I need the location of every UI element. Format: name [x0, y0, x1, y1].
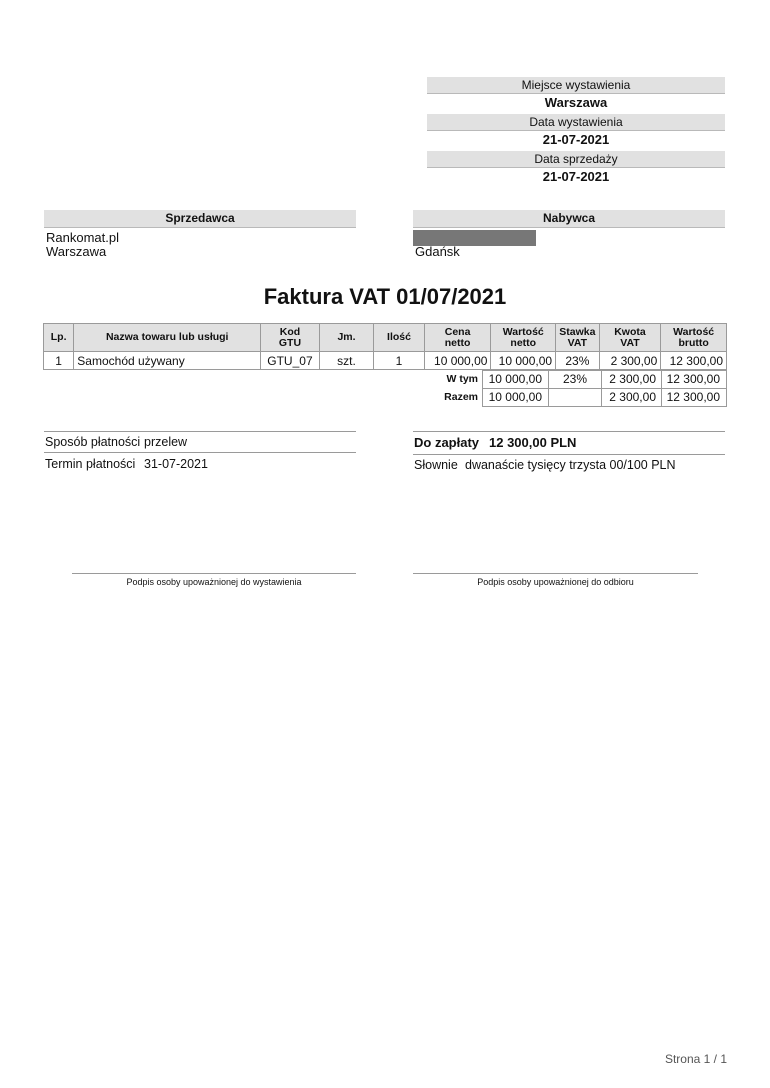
cell-net-price: 10 000,00: [424, 352, 491, 370]
due-words-value: dwanaście tysięcy trzysta 00/100 PLN: [465, 458, 676, 472]
due-value: 12 300,00 PLN: [489, 435, 577, 450]
items-table: [43, 323, 727, 370]
page-number: Strona 1 / 1: [664, 1052, 727, 1066]
razem-brutto: 12 300,00: [661, 388, 727, 407]
cell-lp: 1: [44, 352, 74, 370]
divider: [413, 431, 725, 432]
col-net-price: Cena netto: [424, 324, 491, 352]
payment-term-label: Termin płatności: [45, 457, 136, 471]
cell-gross-value: 12 300,00: [661, 352, 727, 370]
signature-line: [413, 573, 698, 574]
payment-method-label: Sposób płatności: [45, 435, 141, 449]
razem-stawka: [548, 388, 602, 407]
col-vat-amount: Kwota VAT: [599, 324, 661, 352]
col-gross-value: Wartość brutto: [661, 324, 727, 352]
cell-vat-amount: 2 300,00: [599, 352, 661, 370]
buyer-city: Gdańsk: [415, 244, 460, 259]
col-name: Nazwa towaru lub usługi: [74, 324, 261, 352]
w-tym-stawka: 23%: [548, 370, 602, 389]
razem-netto: 10 000,00: [482, 388, 549, 407]
receiver-signature-caption: Podpis osoby upoważnionej do odbioru: [477, 577, 634, 587]
seller-name: Rankomat.pl: [46, 230, 119, 245]
issue-date-label: Data wystawienia: [427, 114, 725, 131]
sale-date-value: 21-07-2021: [542, 169, 610, 184]
signature-line: [72, 573, 356, 574]
divider: [44, 431, 356, 432]
seller-city: Warszawa: [46, 244, 107, 259]
seller-label: Sprzedawca: [44, 210, 356, 228]
items-header-row: [44, 324, 727, 352]
razem-kwota: 2 300,00: [601, 388, 662, 407]
payment-method-value: przelew: [144, 435, 188, 449]
divider: [413, 454, 725, 455]
col-vat-rate: Stawka VAT: [556, 324, 600, 352]
cell-gtu: GTU_07: [261, 352, 320, 370]
place-label: Miejsce wystawienia: [427, 77, 725, 94]
col-unit: Jm.: [319, 324, 374, 352]
sale-date-label: Data sprzedaży: [427, 151, 725, 168]
cell-vat-rate: 23%: [556, 352, 600, 370]
place-value: Warszawa: [544, 95, 608, 110]
col-qty: Ilość: [374, 324, 425, 352]
col-net-value: Wartość netto: [491, 324, 556, 352]
due-words-label: Słownie: [414, 458, 458, 472]
razem-label: Razem: [444, 391, 478, 403]
table-row: [44, 352, 727, 370]
payment-term-value: 31-07-2021: [144, 457, 208, 471]
w-tym-kwota: 2 300,00: [601, 370, 662, 389]
issuer-signature-caption: Podpis osoby upoważnionej do wystawienia: [126, 577, 302, 587]
col-gtu: Kod GTU: [261, 324, 320, 352]
cell-name: Samochód używany: [74, 352, 261, 370]
w-tym-brutto: 12 300,00: [661, 370, 727, 389]
issue-date-value: 21-07-2021: [542, 132, 610, 147]
invoice-title: Faktura VAT 01/07/2021: [263, 284, 507, 309]
buyer-label: Nabywca: [413, 210, 725, 228]
cell-net-value: 10 000,00: [491, 352, 556, 370]
col-lp: Lp.: [44, 324, 74, 352]
divider: [44, 452, 356, 453]
cell-qty: 1: [374, 352, 425, 370]
w-tym-label: W tym: [446, 373, 478, 385]
cell-unit: szt.: [319, 352, 374, 370]
w-tym-netto: 10 000,00: [482, 370, 549, 389]
due-label: Do zapłaty: [414, 435, 480, 450]
